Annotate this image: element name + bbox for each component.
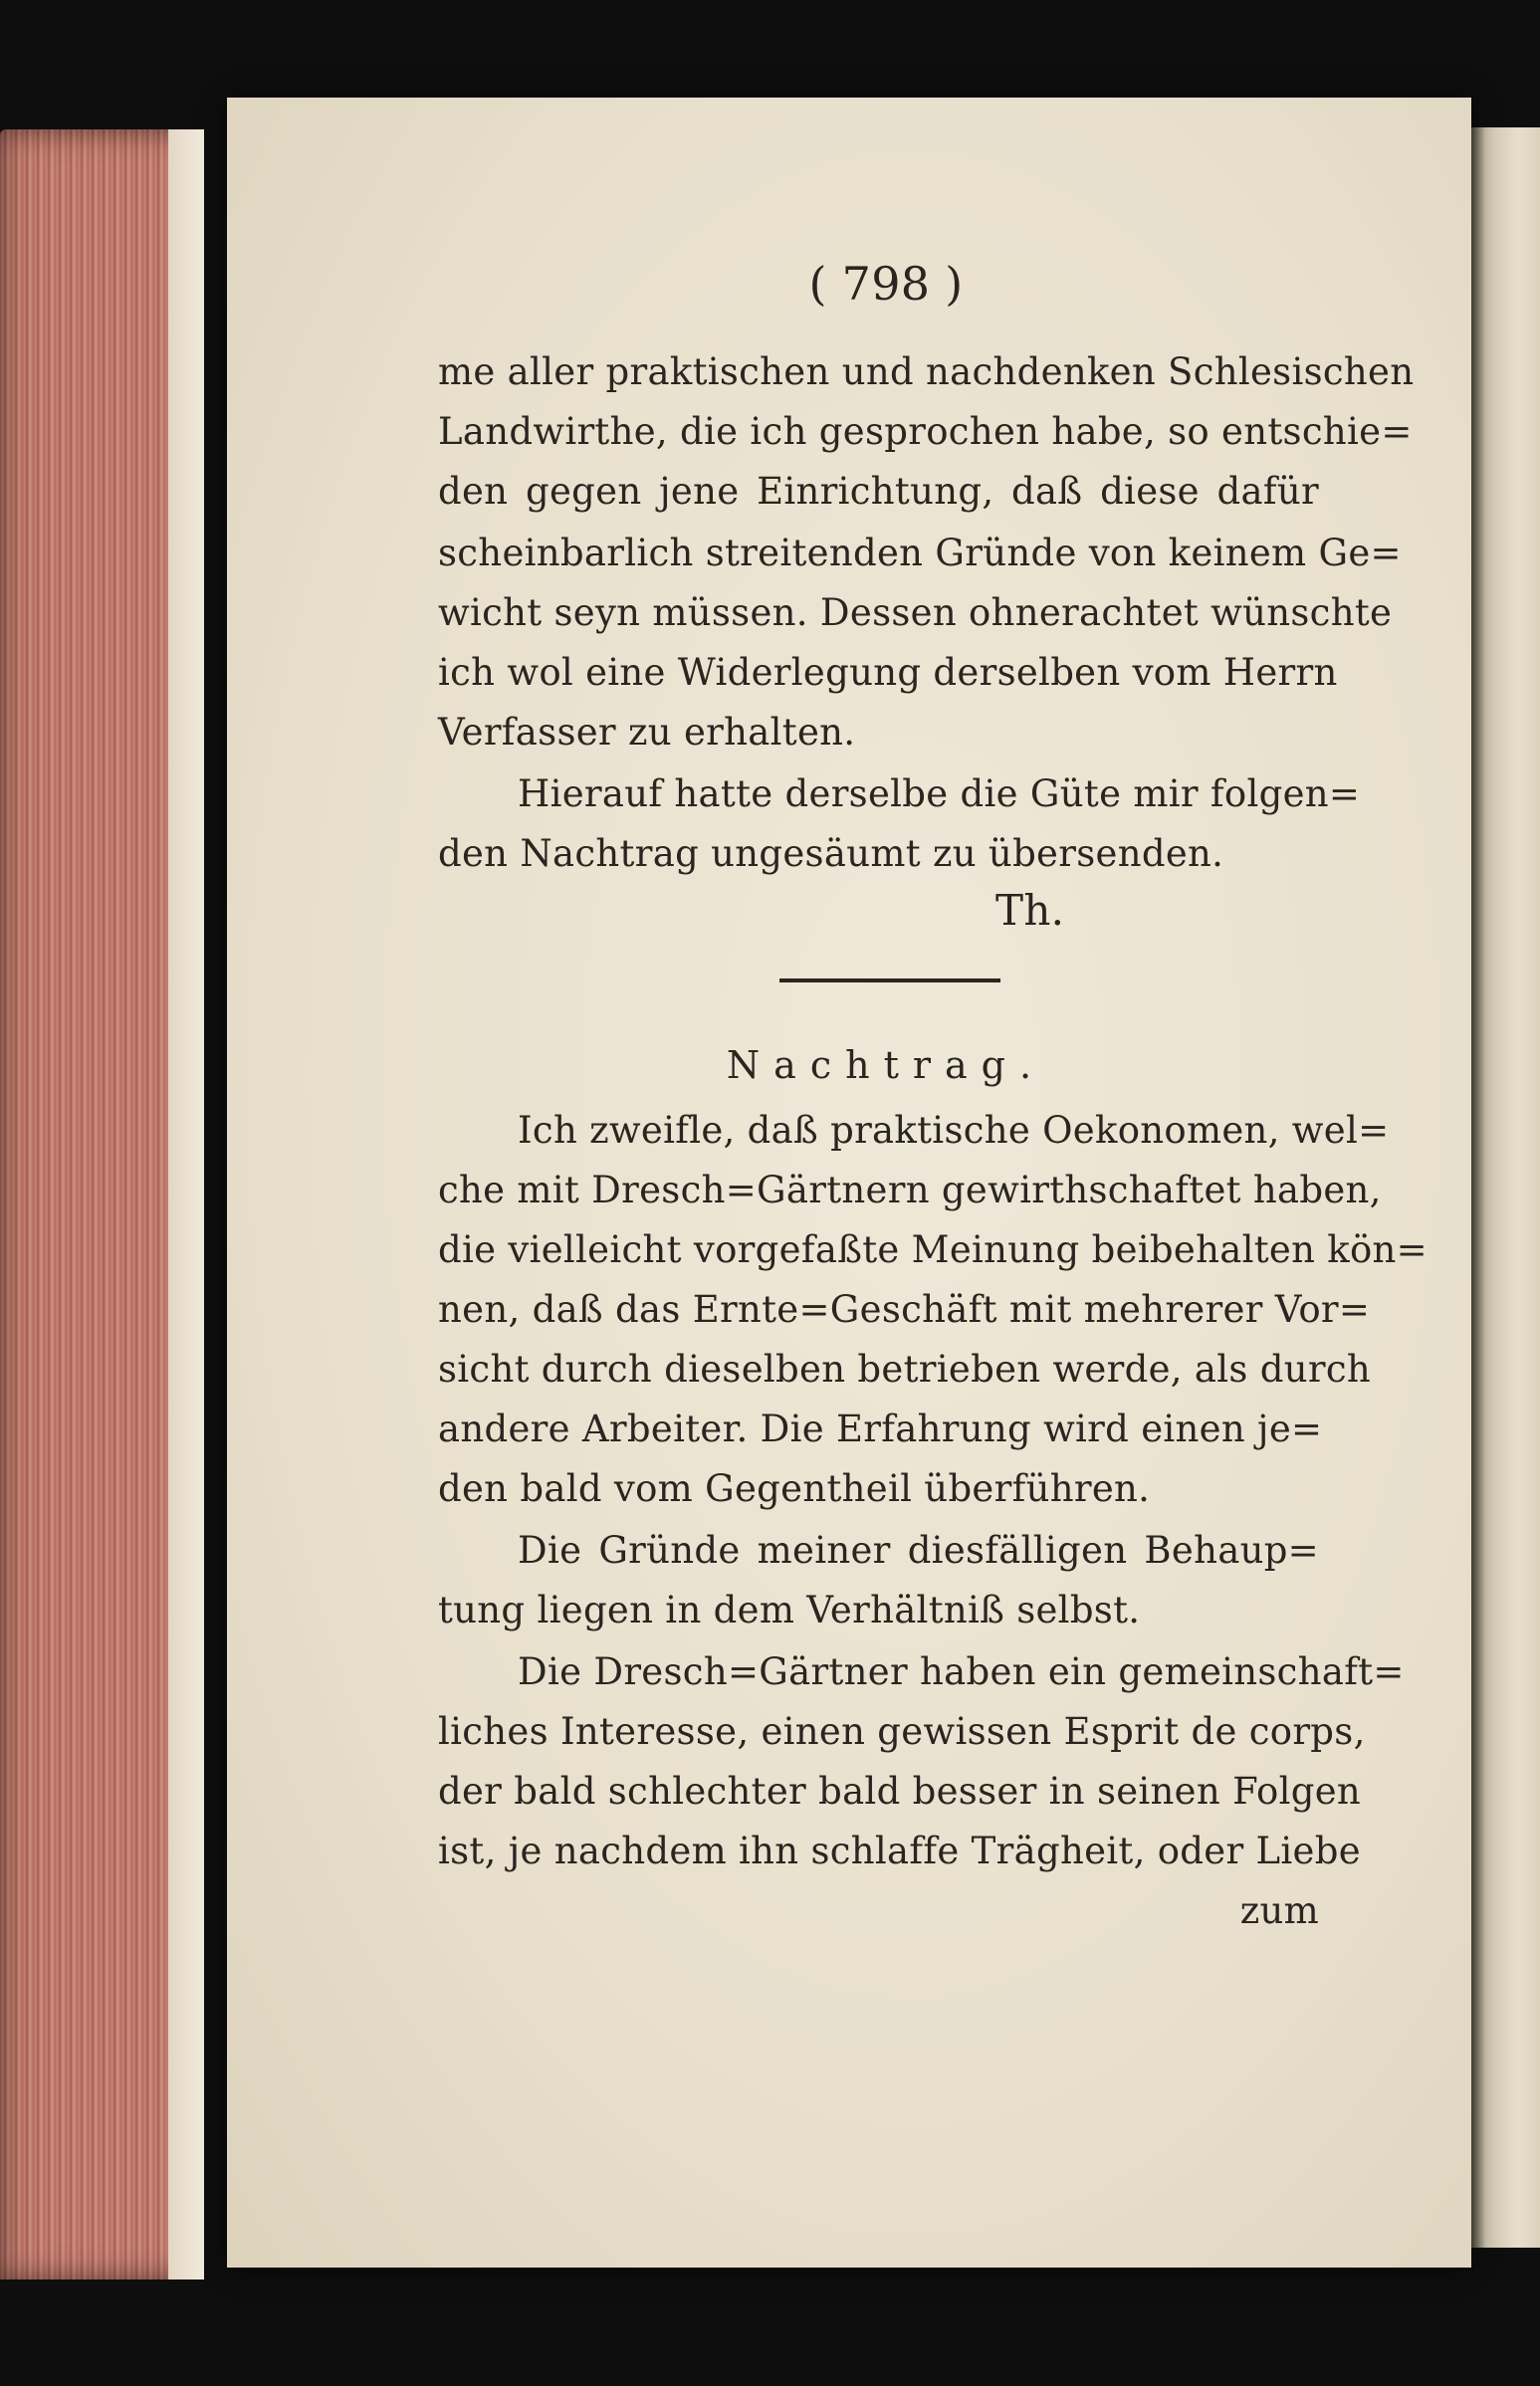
text-line: che mit Dresch=Gärtnern gewirthschaftet haben,: [438, 1169, 1382, 1211]
section-divider: [779, 978, 1000, 982]
text-line: liches Interesse, einen gewissen Esprit de corps,: [438, 1710, 1366, 1753]
text-line: den bald vom Gegentheil überführen.: [438, 1467, 1151, 1510]
text-line: andere Arbeiter. Die Erfahrung wird einen je=: [438, 1408, 1323, 1450]
text-line: Ich zweifle, daß praktische Oekonomen, wel=: [518, 1109, 1390, 1152]
text-line: wicht seyn müssen. Dessen ohnerachtet wünschte: [438, 591, 1393, 634]
catchword: zum: [1239, 1889, 1319, 1932]
text-line: Verfasser zu erhalten.: [438, 711, 856, 754]
text-line: Landwirthe, die ich gesprochen habe, so entschie=: [438, 410, 1413, 453]
text-line: me aller praktischen und nachdenken Schlesischen: [438, 350, 1415, 393]
facing-page-edge: [1471, 127, 1540, 2248]
text-line: nen, daß das Ernte=Geschäft mit mehrerer Vor=: [438, 1288, 1371, 1331]
text-line: Die Dresch=Gärtner haben ein gemeinschaft=: [518, 1650, 1405, 1693]
signature: Th.: [995, 886, 1065, 935]
page-number: ( 798 ): [808, 257, 964, 311]
text-line: Hierauf hatte derselbe die Güte mir folgen=: [518, 772, 1361, 815]
book-page-edges: [0, 129, 204, 2279]
text-line: scheinbarlich streitenden Gründe von keinem Ge=: [438, 532, 1402, 574]
text-line: den Nachtrag ungesäumt zu übersenden.: [438, 832, 1224, 875]
text-line: der bald schlechter bald besser in seinen Folgen: [438, 1770, 1362, 1813]
text-line: tung liegen in dem Verhältniß selbst.: [438, 1589, 1141, 1631]
text-line: sicht durch dieselben betrieben werde, als durch: [438, 1348, 1372, 1391]
section-heading: Nachtrag.: [726, 1043, 1046, 1087]
text-line: die vielleicht vorgefaßte Meinung beibehalten kön=: [438, 1228, 1428, 1271]
text-line: den gegen jene Einrichtung, daß diese dafür: [438, 470, 1319, 513]
text-line: ich wol eine Widerlegung derselben vom Herrn: [438, 651, 1338, 694]
text-line: Die Gründe meiner diesfälligen Behaup=: [518, 1529, 1319, 1572]
text-line: ist, je nachdem ihn schlaffe Trägheit, oder Liebe: [438, 1830, 1361, 1872]
